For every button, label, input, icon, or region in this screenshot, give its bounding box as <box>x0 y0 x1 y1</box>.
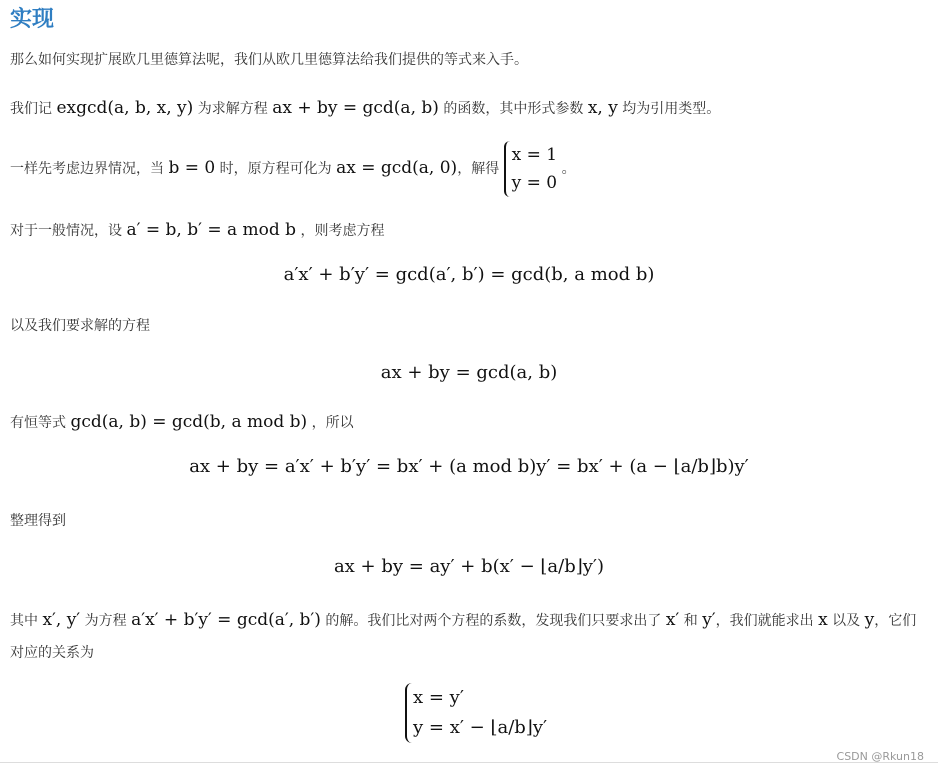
text: 时，原方程可化为 <box>215 161 337 177</box>
text: ，所以 <box>307 415 354 431</box>
paragraph-identity <box>10 406 926 439</box>
paragraph-boundary-case <box>10 138 926 199</box>
text: ，它们对应的关系为 <box>10 613 917 661</box>
paragraph-exgcd-definition <box>10 92 926 125</box>
text: 我们记 <box>10 101 57 117</box>
equation-3: ax + by = a′x′ + b′y′ = bx′ + (a mod b)y′ = bx′ + (a − ⌊a/b⌋b)y′ <box>189 456 749 477</box>
case-x: x = 1 <box>511 145 558 165</box>
equation-1: a′x′ + b′y′ = gcd(a′, b′) = gcd(b, a mod b) <box>283 264 655 285</box>
paragraph-intro: 那么如何实现扩展欧几里德算法呢，我们从欧几里德算法给我们提供的等式来入手。 <box>10 52 528 68</box>
math-gcd-a0: ax = gcd(a, 0) <box>336 158 458 178</box>
text: 和 <box>679 613 703 629</box>
text: 为方程 <box>80 613 132 629</box>
math-y: y <box>864 610 875 630</box>
math-b-zero: b = 0 <box>168 158 216 178</box>
math-equation: ax + by = gcd(a, b) <box>272 98 439 118</box>
math-exgcd: exgcd(a, b, x, y) <box>56 98 194 118</box>
text: 其中 <box>10 613 43 629</box>
text: 有恒等式 <box>10 415 71 431</box>
math-x: x <box>818 610 828 630</box>
final-line-x: x = y′ <box>413 687 464 708</box>
watermark: CSDN @Rkun18 <box>836 750 924 763</box>
text: 的解。我们比对两个方程的系数，发现我们只要求出了 <box>320 613 666 629</box>
cases-solution <box>504 141 557 197</box>
math-substitution: a′ = b, b′ = a mod b <box>126 220 297 240</box>
text: ，则考虑方程 <box>296 223 385 239</box>
paragraph-relation <box>10 604 926 669</box>
case-y: y = 0 <box>511 173 558 193</box>
bottom-divider <box>0 762 938 763</box>
text: 为求解方程 <box>193 101 273 117</box>
text: 的函数，其中形式参数 <box>438 101 588 117</box>
equation-4: ax + by = ay′ + b(x′ − ⌊a/b⌋y′) <box>333 556 605 577</box>
paragraph-rearranged: 整理得到 <box>10 513 66 529</box>
paragraph-target-equation: 以及我们要求解的方程 <box>10 318 150 334</box>
math-x-prime: x′ <box>665 610 680 630</box>
math-prime-equation: a′x′ + b′y′ = gcd(a′, b′) <box>131 610 321 630</box>
math-y-prime: y′ <box>702 610 716 630</box>
text: 以及 <box>827 613 865 629</box>
final-line-y: y = x′ − ⌊a/b⌋y′ <box>413 717 548 738</box>
text: 一样先考虑边界情况，当 <box>10 161 169 177</box>
math-identity: gcd(a, b) = gcd(b, a mod b) <box>70 412 308 432</box>
math-params: x, y <box>587 98 618 118</box>
paragraph-general-case <box>10 214 926 247</box>
text: ，我们就能求出 <box>715 613 819 629</box>
final-relation-cases <box>405 683 547 743</box>
text: ，解得 <box>457 161 504 177</box>
text: 均为引用类型。 <box>617 101 721 117</box>
equation-2: ax + by = gcd(a, b) <box>380 362 558 383</box>
math-xy-prime: x′, y′ <box>42 610 81 630</box>
text: 对于一般情况，设 <box>10 223 127 239</box>
section-heading: 实现 <box>10 7 55 32</box>
text: 。 <box>557 161 576 177</box>
